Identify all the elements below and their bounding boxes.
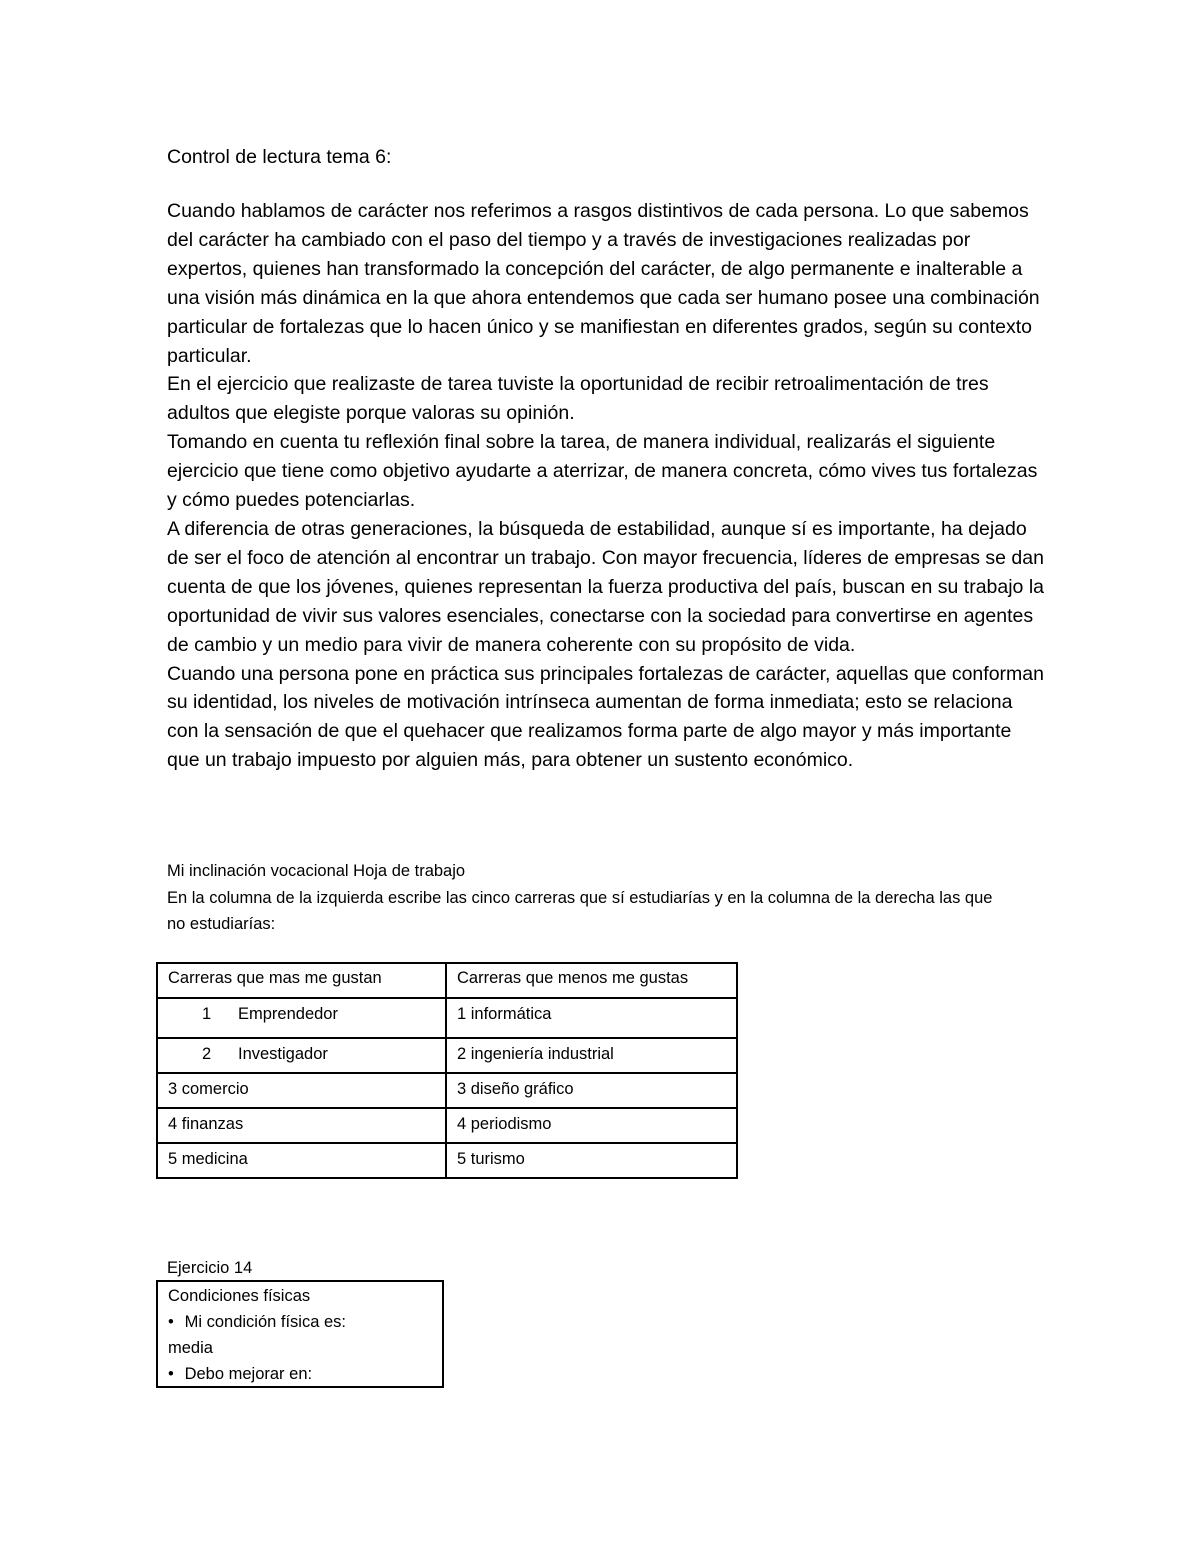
list-number: 1 [202, 1005, 212, 1023]
exercise-item-condition [168, 1309, 432, 1335]
careers-table [156, 962, 738, 1179]
exercise-item-improve [168, 1361, 432, 1387]
liked-career-cell [157, 998, 446, 1038]
paragraph-motivation: Cuando una persona pone en práctica sus principales fortalezas de carácter, aquellas que conforman su identidad, los niveles de motivación intrínseca aumentan de forma inmediata; esto se relaciona con la sensación de que el quehacer que realizamos forma parte de algo mayor y más importante que un trabajo impuesto por alguien más, para obtener un sustento económico. [167, 662, 1044, 772]
liked-career: 5 medicina [157, 1143, 446, 1178]
table-row [157, 1143, 737, 1178]
liked-career: 4 finanzas [157, 1108, 446, 1143]
paragraph-reflection: Tomando en cuenta tu reflexión final sobre la tarea, de manera individual, realizarás el siguiente ejercicio que tiene como objetivo ayudarte a aterrizar, de manera concreta, cómo vives tus fortalezas y cómo puedes potenciarlas. [167, 431, 1038, 512]
paragraph-generations: A diferencia de otras generaciones, la búsqueda de estabilidad, aunque sí es importante, ha dejado de ser el foco de atención al encontrar un trabajo. Con mayor frecuencia, líderes de empresas se dan cuenta de que los jóvenes, quienes representan la fuerza productiva del país, buscan en su trabajo la oportunidad de vivir sus valores esenciales, conectarse con la sociedad para convertirse en agentes de cambio y un medio para vivir de manera coherente con su propósito de vida. [167, 517, 1044, 656]
liked-career: Investigador [238, 1045, 328, 1063]
header-liked-careers: Carreras que mas me gustan [157, 963, 446, 998]
exercise-item-value: media [168, 1339, 213, 1357]
worksheet-instructions: En la columna de la izquierda escribe las cinco carreras que sí estudiarías y en la columna de la derecha las que no estudiarías: [167, 889, 993, 933]
page-title: Control de lectura tema 6: [167, 146, 392, 168]
exercise-box [156, 1280, 444, 1388]
worksheet-heading: Mi inclinación vocacional Hoja de trabajo [167, 862, 466, 880]
header-disliked-careers: Carreras que menos me gustas [446, 963, 737, 998]
paragraph-homework: En el ejercicio que realizaste de tarea tuviste la oportunidad de recibir retroalimentación de tres adultos que elegiste porque valoras su opinión. [167, 373, 989, 425]
exercise-box-title: Condiciones físicas [168, 1287, 311, 1305]
liked-career-cell [157, 1038, 446, 1073]
list-number: 2 [202, 1045, 212, 1063]
reading-body [167, 197, 1047, 775]
disliked-career: 5 turismo [446, 1143, 737, 1178]
disliked-career: 2 ingeniería industrial [446, 1038, 737, 1073]
table-row [157, 998, 737, 1038]
disliked-career: 4 periodismo [446, 1108, 737, 1143]
disliked-career: 3 diseño gráfico [446, 1073, 737, 1108]
exercise-item-label: Debo mejorar en: [184, 1365, 313, 1383]
table-header-row [157, 963, 737, 998]
exercise-label: Ejercicio 14 [167, 1259, 253, 1277]
exercise-item-label: Mi condición física es: [184, 1313, 346, 1331]
table-row [157, 1108, 737, 1143]
bullet-icon: • [168, 1365, 174, 1383]
table-row [157, 1073, 737, 1108]
disliked-career: 1 informática [446, 998, 737, 1038]
liked-career: Emprendedor [238, 1005, 338, 1023]
table-row [157, 1038, 737, 1073]
bullet-icon: • [168, 1313, 174, 1331]
liked-career: 3 comercio [157, 1073, 446, 1108]
paragraph-character: Cuando hablamos de carácter nos referimos a rasgos distintivos de cada persona. Lo que sabemos del carácter ha cambiado con el paso del tiempo y a través de investigaciones realizadas por expertos, quienes han transformado la concepción del carácter, de algo permanente e inalterable a una visión más dinámica en la que ahora entendemos que cada ser humano posee una combinación particular de fortalezas que lo hacen único y se manifiestan en diferentes grados, según su contexto particular. [167, 200, 1040, 367]
